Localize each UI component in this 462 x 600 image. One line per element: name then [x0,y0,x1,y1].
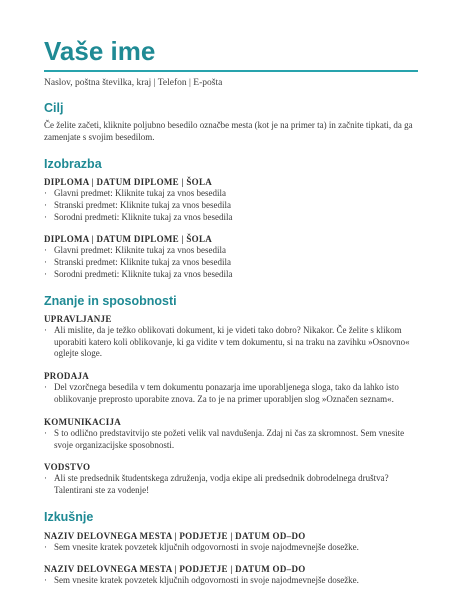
bullet-icon: · [44,257,47,268]
list-item[interactable] [44,575,418,587]
section-title-experience[interactable]: Izkušnje [44,509,94,524]
contact-line[interactable]: Naslov, poštna številka, kraj | Telefon | E-pošta [44,78,223,88]
list-item-text: Sorodni predmeti: Kliknite tukaj za vnos besedila [54,268,233,279]
skills-entry-list [44,428,418,452]
skills-entry-heading[interactable]: UPRAVLJANJE [44,313,112,324]
skills-entry-heading[interactable]: KOMUNIKACIJA [44,416,122,427]
skills-entry [44,313,418,360]
experience-entry-heading[interactable]: NAZIV DELOVNEGA MESTA | PODJETJE | DATUM OD–DO [44,530,306,541]
skills-entry-heading[interactable]: VODSTVO [44,462,91,473]
section-title-objective[interactable]: Cilj [44,101,64,115]
education-entry-heading[interactable]: DIPLOMA | DATUM DIPLOME | ŠOLA [44,177,213,187]
list-item[interactable] [44,382,418,406]
resume-name[interactable]: Vaše ime [44,36,156,66]
skills-entry-list [44,473,418,497]
list-item-text: Ali ste predsednik študentskega združenja, vodja ekipe ali predsednik dobrodelnega društva? Talentirani ste za vodenje! [54,473,389,496]
section-title-education[interactable]: Izobrazba [44,157,102,171]
list-item-text: Sem vnesite kratek povzetek ključnih odgovornosti in svoje najodmevnejše dosežke. [54,541,359,552]
skills-entry-heading[interactable]: PRODAJA [44,371,90,382]
bullet-icon: · [44,473,47,484]
list-item-text: S to odlično predstavitvijo ste požeti velik val navdušenja. Zdaj ni čas za skromnost. Sem vnesite svoje organizacijske sposobnosti. [54,427,405,450]
experience-entry-list [44,575,418,587]
skills-entry [44,370,418,406]
list-item-text: Glavni predmet: Kliknite tukaj za vnos besedila [54,188,226,198]
list-item[interactable] [44,188,418,200]
education-entry-list [44,188,418,223]
list-item[interactable] [44,542,418,554]
list-item[interactable] [44,212,418,224]
list-item[interactable] [44,200,418,212]
bullet-icon: · [44,574,47,585]
bullet-icon: · [44,324,47,335]
list-item-text: Stranski predmet: Kliknite tukaj za vnos besedila [54,257,231,268]
bullet-icon: · [44,268,47,279]
education-entry-heading[interactable]: DIPLOMA | DATUM DIPLOME | ŠOLA [44,234,213,245]
education-entry [44,176,418,223]
bullet-icon: · [44,382,47,393]
education-entry-list [44,245,418,280]
resume-page [44,36,418,587]
list-item[interactable] [44,325,418,360]
list-item-text: Stranski predmet: Kliknite tukaj za vnos besedila [54,199,231,210]
list-item-text: Glavni predmet: Kliknite tukaj za vnos besedila [54,245,226,256]
experience-entries [44,530,418,587]
bullet-icon: · [44,427,47,438]
list-item-text: Del vzorčnega besedila v tem dokumentu ponazarja ime uporabljenega sloga, tako da lahko isto oblikovanje preprosto uporabite znova. Za to je na primer uporabljen slog »Označen seznam«. [54,382,399,404]
bullet-icon: · [44,541,47,552]
skills-entry [44,461,418,497]
list-item[interactable] [44,245,418,257]
header-rule [44,70,418,72]
skills-entry-list [44,382,418,406]
experience-entry-list [44,542,418,554]
section-title-skills[interactable]: Znanje in sposobnosti [44,293,177,308]
bullet-icon: · [44,188,47,198]
skills-entries [44,313,418,497]
list-item[interactable] [44,428,418,452]
skills-entry-list [44,325,418,360]
bullet-icon: · [44,245,47,256]
list-item[interactable] [44,473,418,497]
list-item[interactable] [44,257,418,269]
education-entry [44,233,418,280]
objective-text[interactable]: Če želite začeti, kliknite poljubno besedilo označbe mesta (kot je na primer ta) in začnite tipkati, da ga zamenjate s svojim besedilom. [44,120,413,142]
list-item-text: Sem vnesite kratek povzetek ključnih odgovornosti in svoje najodmevnejše dosežke. [54,574,359,585]
list-item[interactable] [44,269,418,281]
skills-entry [44,416,418,452]
experience-entry-heading[interactable]: NAZIV DELOVNEGA MESTA | PODJETJE | DATUM OD–DO [44,563,306,574]
list-item-text: Ali mislite, da je težko oblikovati dokument, ki je videti tako dobro? Nikakor. Če želite s klikom uporabiti katero koli oblikovanje, ki ga vidite v tem dokumentu, si na traku na zavihku »Osnovno« oglejte sloge. [54,324,410,359]
bullet-icon: · [44,199,47,210]
experience-entry [44,530,418,554]
experience-entry [44,563,418,587]
list-item-text: Sorodni predmeti: Kliknite tukaj za vnos besedila [54,211,233,222]
education-entries [44,176,418,281]
bullet-icon: · [44,211,47,222]
